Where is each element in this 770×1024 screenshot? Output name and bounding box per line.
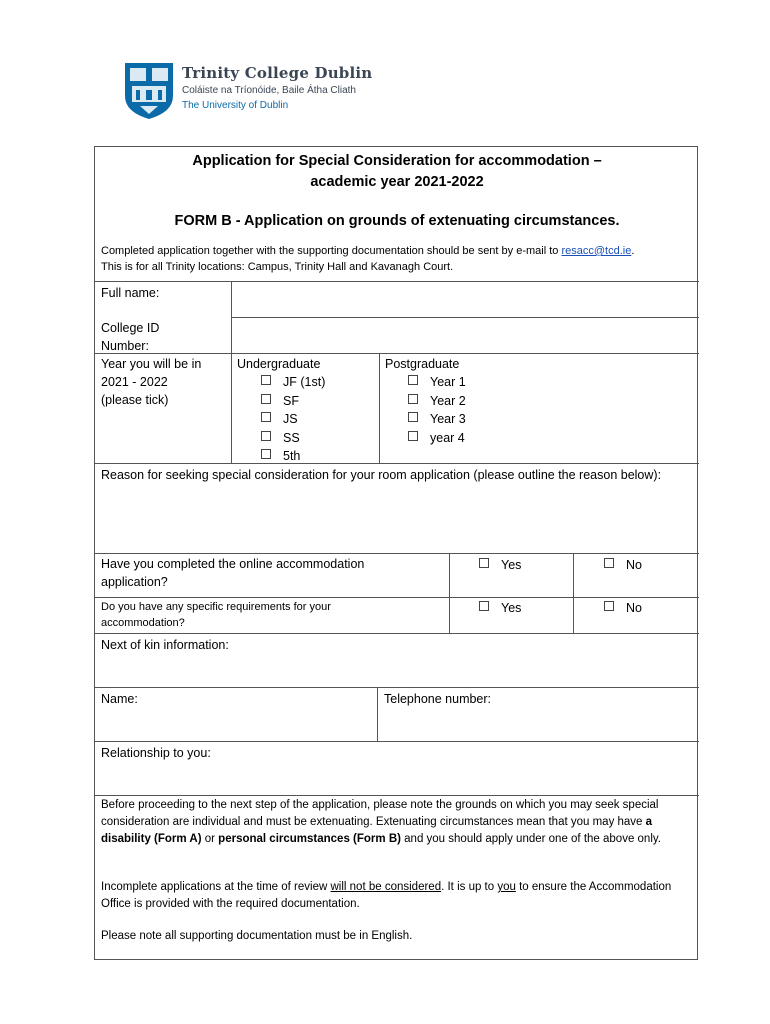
- checkbox-icon: [408, 431, 418, 441]
- incomplete-note: Incomplete applications at the time of review will not be considered. It is up to you to ensure the Accommodation Office is provided with the required documentation.: [101, 881, 672, 910]
- divider: [95, 687, 699, 688]
- divider: [95, 795, 699, 796]
- divider: [95, 463, 699, 464]
- relationship-label: Relationship to you:: [101, 746, 211, 760]
- checkbox-5th[interactable]: 5th: [261, 447, 300, 465]
- checkbox-icon: [479, 601, 489, 611]
- divider: [449, 553, 450, 633]
- university-name: The University of Dublin: [182, 100, 289, 111]
- institution-irish-name: Coláiste na Tríonóide, Baile Átha Cliath: [182, 85, 356, 96]
- checkbox-icon: [261, 394, 271, 404]
- postgraduate-heading: Postgraduate: [385, 357, 460, 371]
- college-id-field[interactable]: [232, 318, 698, 353]
- application-form: [94, 146, 698, 960]
- divider: [573, 553, 574, 633]
- checkbox-icon: [604, 558, 614, 568]
- tcd-logo: [124, 62, 373, 120]
- form-title-line1: Application for Special Consideration for accommodation –: [192, 153, 602, 169]
- checkbox-year-1[interactable]: Year 1: [408, 373, 466, 391]
- divider: [95, 597, 699, 598]
- requirements-yes-checkbox[interactable]: Yes: [479, 599, 521, 617]
- checkbox-year-3[interactable]: Year 3: [408, 410, 466, 428]
- online-application-question: Have you completed the online accommodation application?: [101, 557, 365, 589]
- checkbox-icon: [408, 394, 418, 404]
- checkbox-icon: [408, 412, 418, 422]
- checkbox-year-4[interactable]: year 4: [408, 429, 465, 447]
- online-yes-checkbox[interactable]: Yes: [479, 556, 521, 574]
- institution-name: Trinity College Dublin: [182, 64, 373, 82]
- checkbox-js[interactable]: JS: [261, 410, 298, 428]
- relationship-field[interactable]: [96, 761, 698, 794]
- kin-name-field[interactable]: [96, 707, 376, 740]
- form-subtitle: FORM B - Application on grounds of extenuating circumstances.: [174, 213, 620, 229]
- kin-telephone-label: Telephone number:: [384, 692, 492, 706]
- divider: [379, 353, 380, 463]
- full-name-label: Full name:: [101, 286, 160, 300]
- reason-label: Reason for seeking special consideration for your room application (please outline the reason below):: [101, 468, 662, 482]
- college-id-label: College ID Number:: [101, 321, 160, 353]
- checkbox-icon: [408, 375, 418, 385]
- checkbox-jf[interactable]: JF (1st): [261, 373, 325, 391]
- reason-field[interactable]: [96, 502, 698, 552]
- intro-text: Completed application together with the supporting documentation should be sent by e-mail to resacc@tcd.ie.: [101, 245, 635, 257]
- divider: [95, 553, 699, 554]
- checkbox-icon: [261, 431, 271, 441]
- checkbox-icon: [604, 601, 614, 611]
- checkbox-icon: [261, 412, 271, 422]
- full-name-field[interactable]: [232, 282, 698, 317]
- kin-telephone-field[interactable]: [378, 707, 698, 740]
- requirements-no-checkbox[interactable]: No: [604, 599, 642, 617]
- checkbox-year-2[interactable]: Year 2: [408, 392, 466, 410]
- kin-name-label: Name:: [101, 692, 138, 706]
- checkbox-icon: [479, 558, 489, 568]
- next-of-kin-label: Next of kin information:: [101, 638, 229, 652]
- online-no-checkbox[interactable]: No: [604, 556, 642, 574]
- english-note: Please note all supporting documentation must be in English.: [101, 930, 413, 942]
- specific-requirements-question: Do you have any specific requirements for your accommodation?: [101, 601, 331, 629]
- divider: [95, 741, 699, 742]
- tcd-crest-icon: [124, 62, 174, 120]
- checkbox-icon: [261, 375, 271, 385]
- checkbox-icon: [261, 449, 271, 459]
- divider: [95, 633, 699, 634]
- grounds-note: Before proceeding to the next step of the application, please note the grounds on which you may seek special consideration are individual and must be extenuating. Extenuating circumstances mean that you may have a disability (Form A) or personal circumstances (Form B) and you should apply under one of the above only.: [101, 799, 661, 845]
- locations-text: This is for all Trinity locations: Campus, Trinity Hall and Kavanagh Court.: [101, 261, 454, 273]
- undergraduate-heading: Undergraduate: [237, 357, 321, 371]
- form-title-line2: academic year 2021-2022: [310, 174, 484, 190]
- divider: [95, 353, 699, 354]
- checkbox-sf[interactable]: SF: [261, 392, 299, 410]
- checkbox-ss[interactable]: SS: [261, 429, 300, 447]
- email-link[interactable]: resacc@tcd.ie: [561, 245, 632, 257]
- year-label: Year you will be in 2021 - 2022 (please tick): [101, 357, 202, 407]
